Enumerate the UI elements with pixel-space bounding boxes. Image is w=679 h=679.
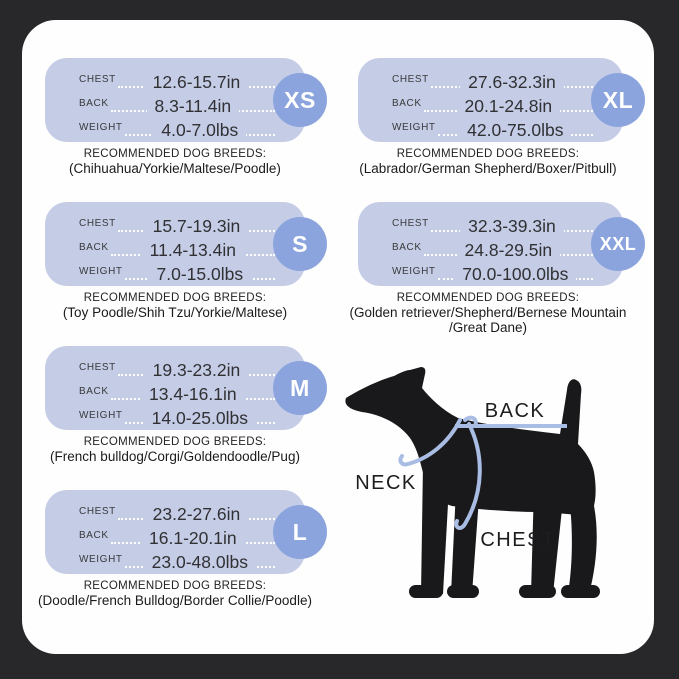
dog-measurement-diagram (322, 360, 622, 640)
size-card-l (45, 490, 308, 574)
breeds-list: (Toy Poodle/Shih Tzu/Yorkie/Maltese) (62, 305, 288, 320)
dog-front-foot-2 (447, 585, 479, 598)
recommended-breeds-xl (333, 148, 643, 176)
size-chart-panel (22, 20, 654, 654)
chest-label: CHEST (392, 74, 429, 85)
measure-row-back (79, 88, 275, 116)
size-card-xl (358, 58, 634, 142)
size-card-s (45, 202, 308, 286)
dotted-leader (118, 208, 275, 236)
measure-row-back (392, 88, 593, 116)
weight-label: WEIGHT (79, 122, 123, 133)
dotted-leader (111, 88, 275, 116)
dotted-leader (111, 232, 275, 260)
weight-value: 7.0-15.0lbs (149, 266, 252, 284)
dotted-leader (431, 208, 593, 236)
measure-row-back (79, 376, 275, 404)
dotted-leader (424, 88, 593, 116)
breeds-heading: RECOMMENDED DOG BREEDS: (83, 580, 267, 592)
recommended-breeds-m (20, 436, 330, 464)
back-value: 11.4-13.4in (142, 242, 244, 260)
dotted-leader (424, 232, 593, 260)
size-block-l (38, 490, 312, 608)
chest-value: 15.7-19.3in (145, 218, 249, 236)
chest-value: 12.6-15.7in (145, 74, 249, 92)
measure-row-chest (392, 64, 593, 92)
recommended-breeds-l (20, 580, 330, 608)
dog-front-leg (421, 464, 450, 594)
breeds-heading: RECOMMENDED DOG BREEDS: (83, 292, 267, 304)
measure-row-back (79, 232, 275, 260)
weight-label: WEIGHT (392, 266, 436, 277)
weight-value: 42.0-75.0lbs (459, 122, 571, 140)
size-block-s (45, 202, 308, 320)
right-column (349, 58, 637, 361)
chest-label: CHEST (79, 218, 116, 229)
dog-rear-foot (519, 585, 556, 598)
measure-row-chest (79, 496, 275, 524)
size-card-xs (45, 58, 316, 142)
size-badge-l: L (273, 505, 327, 559)
back-label: BACK (392, 98, 422, 109)
size-badge-s: S (273, 217, 327, 271)
size-card-xxl (358, 202, 637, 286)
breeds-heading: RECOMMENDED DOG BREEDS: (396, 148, 580, 160)
back-value: 24.8-29.5in (457, 242, 561, 260)
back-label: BACK (79, 98, 109, 109)
left-column (38, 58, 316, 634)
breeds-list: (Doodle/French Bulldog/Border Collie/Poodle) (38, 593, 312, 608)
measure-row-chest (392, 208, 593, 236)
back-label: BACK (79, 530, 109, 541)
recommended-breeds-xxl (333, 292, 643, 335)
measure-row-weight (392, 112, 593, 140)
diagram-neck-label: NECK (355, 472, 417, 494)
size-badge-m: M (273, 361, 327, 415)
size-badge-xl: XL (591, 73, 645, 127)
size-block-m (45, 346, 310, 464)
dotted-leader (125, 112, 275, 140)
dotted-leader (431, 64, 593, 92)
weight-label: WEIGHT (79, 410, 123, 421)
back-value: 16.1-20.1in (141, 530, 245, 548)
dog-silhouette-graphic (322, 360, 622, 640)
size-block-xs (45, 58, 316, 176)
recommended-breeds-s (20, 292, 330, 320)
dotted-leader (111, 520, 275, 548)
dotted-leader (125, 400, 275, 428)
dotted-leader (438, 256, 593, 284)
dotted-leader (118, 496, 275, 524)
breeds-list: (Chihuahua/Yorkie/Maltese/Poodle) (69, 161, 281, 176)
breeds-heading: RECOMMENDED DOG BREEDS: (83, 148, 267, 160)
chest-value: 27.6-32.3in (460, 74, 564, 92)
chest-label: CHEST (79, 74, 116, 85)
back-value: 13.4-16.1in (141, 386, 245, 404)
measure-row-back (79, 520, 275, 548)
dotted-leader (125, 256, 275, 284)
size-block-xl (358, 58, 634, 176)
dog-rear-leg-2 (568, 496, 597, 594)
back-value: 8.3-11.4in (147, 98, 240, 116)
back-label: BACK (79, 386, 109, 397)
dotted-leader (438, 112, 593, 140)
measure-row-chest (79, 64, 275, 92)
dotted-leader (118, 64, 275, 92)
breeds-heading: RECOMMENDED DOG BREEDS: (83, 436, 267, 448)
diagram-back-label: BACK (484, 400, 546, 422)
measure-row-chest (79, 208, 275, 236)
dog-rear-foot-2 (561, 585, 600, 598)
measure-row-weight (392, 256, 593, 284)
weight-value: 4.0-7.0lbs (153, 122, 246, 140)
weight-value: 70.0-100.0lbs (454, 266, 576, 284)
dotted-leader (111, 376, 275, 404)
weight-label: WEIGHT (392, 122, 436, 133)
diagram-chest-label: CHEST (480, 529, 556, 551)
chest-label: CHEST (79, 362, 116, 373)
weight-value: 23.0-48.0lbs (144, 554, 256, 572)
measure-row-weight (79, 544, 275, 572)
weight-label: WEIGHT (79, 266, 123, 277)
chest-value: 32.3-39.3in (460, 218, 564, 236)
breeds-heading: RECOMMENDED DOG BREEDS: (396, 292, 580, 304)
chest-value: 19.3-23.2in (145, 362, 249, 380)
size-block-xxl (349, 202, 637, 335)
measure-row-weight (79, 400, 275, 428)
back-label: BACK (79, 242, 109, 253)
dotted-leader (118, 352, 275, 380)
chest-value: 23.2-27.6in (145, 506, 249, 524)
measure-row-chest (79, 352, 275, 380)
size-badge-xs: XS (273, 73, 327, 127)
recommended-breeds-xs (20, 148, 330, 176)
chest-label: CHEST (392, 218, 429, 229)
measure-row-weight (79, 256, 275, 284)
measure-row-weight (79, 112, 275, 140)
dotted-leader (125, 544, 275, 572)
size-badge-xxl: XXL (591, 217, 645, 271)
breeds-list: (Golden retriever/Shepherd/Bernese Mountain (349, 305, 627, 320)
chest-label: CHEST (79, 506, 116, 517)
breeds-list: (Labrador/German Shepherd/Boxer/Pitbull) (359, 161, 617, 176)
dog-front-foot (409, 585, 443, 598)
breeds-list: (French bulldog/Corgi/Goldendoodle/Pug) (50, 449, 300, 464)
back-label: BACK (392, 242, 422, 253)
measure-row-back (392, 232, 593, 260)
back-value: 20.1-24.8in (457, 98, 561, 116)
weight-label: WEIGHT (79, 554, 123, 565)
weight-value: 14.0-25.0lbs (144, 410, 256, 428)
size-card-m (45, 346, 310, 430)
breeds-list-line2: /Great Dane) (448, 320, 528, 335)
